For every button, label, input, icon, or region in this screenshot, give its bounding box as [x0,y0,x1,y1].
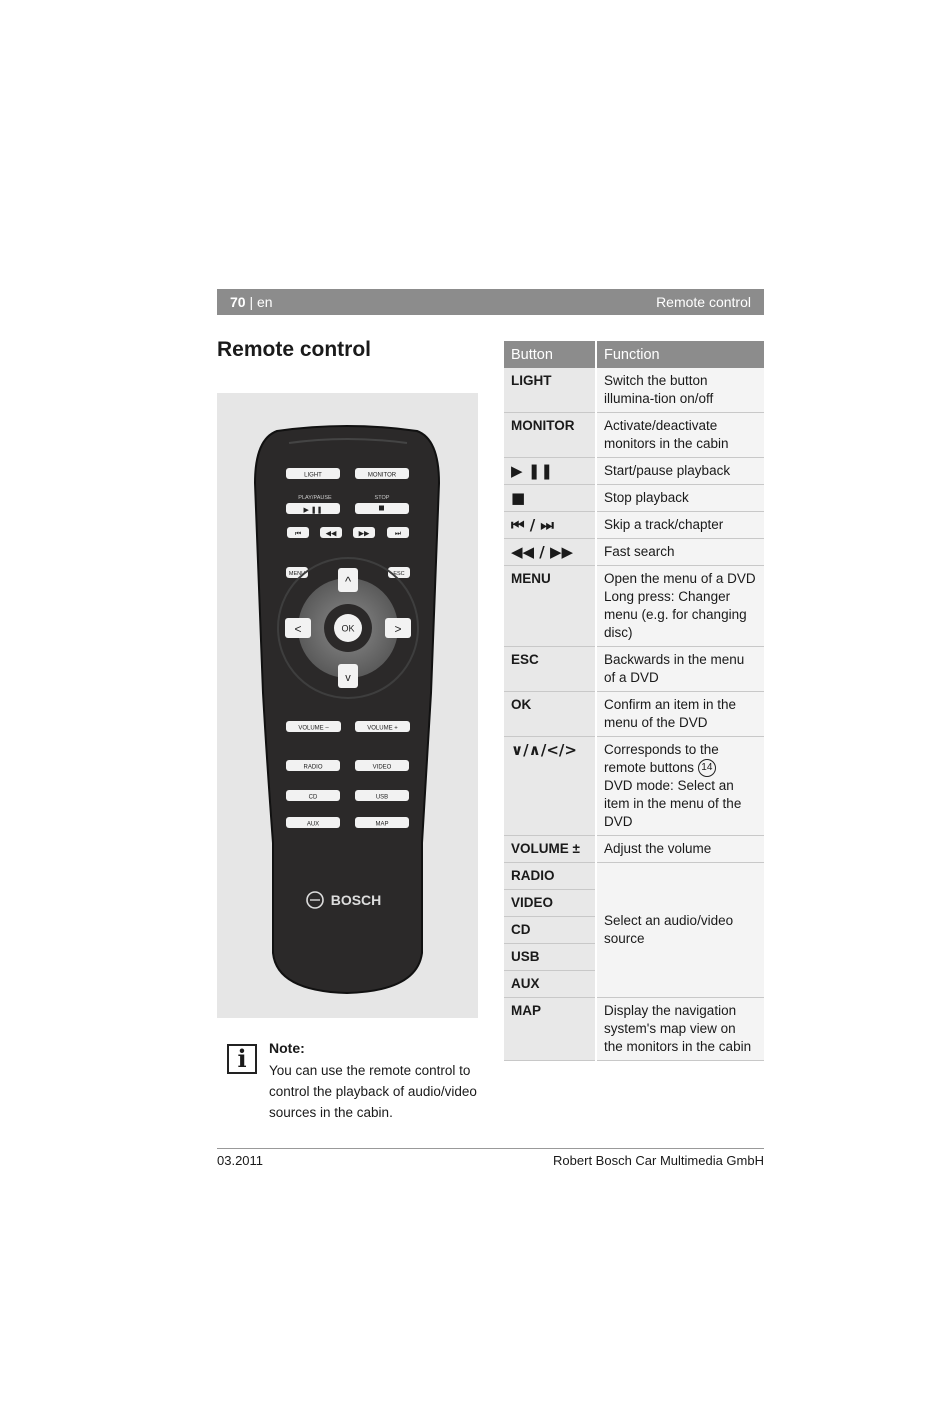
table-row: USB [504,944,764,971]
page-footer [217,1148,764,1168]
volume-minus-key: VOLUME – [298,725,329,732]
button-function-table [504,341,764,1061]
cd-key: CD [308,794,318,801]
svg-text:⏭: ⏭ [394,530,402,538]
page-header [217,289,764,315]
table-row: CD [504,917,764,944]
svg-text:v: v [345,672,351,684]
table-row: ⏮ / ⏭ Skip a track/chapter [504,512,764,539]
svg-text:▶▶: ▶▶ [358,530,370,538]
footer-company: Robert Bosch Car Multimedia GmbH [553,1153,764,1168]
svg-text:>: > [394,622,402,636]
aux-key: AUX [306,821,320,828]
table-row: VOLUME ± Adjust the volume [504,836,764,863]
table-row: LIGHT Switch the button illumina-tion on/off [504,368,764,413]
map-key: MAP [375,821,389,828]
video-key: VIDEO [372,764,392,771]
table-row: ▶ ❚❚ Start/pause playback [504,458,764,485]
svg-text:⏮: ⏮ [294,530,302,538]
monitor-key: MONITOR [367,472,397,479]
ok-key: OK [341,623,355,634]
table-row: VIDEO [504,890,764,917]
table-row: ∨/∧/</> Corresponds to the remote buttons 14 DVD mode: Select an item in the menu of the DVD [504,737,764,836]
table-row: ■ Stop playback [504,485,764,512]
function-text: Corresponds to the remote buttons [604,742,719,775]
table-row: MENU Open the menu of a DVD Long press: Changer menu (e.g. for changing disc) [504,566,764,647]
svg-text:▶ ❚❚: ▶ ❚❚ [303,507,323,514]
svg-text:^: ^ [344,574,352,589]
section-title: Remote control [656,294,751,310]
radio-key: RADIO [303,764,323,771]
volume-plus-key: VOLUME + [367,725,398,732]
note-title: Note: [269,1040,305,1056]
bosch-logo: BOSCH [330,892,382,908]
svg-text:<: < [294,622,302,636]
table-row: ESC Backwards in the menu of a DVD [504,647,764,692]
play-pause-caption: PLAY/PAUSE [298,495,332,501]
reference-number: 14 [698,759,716,777]
column-header-function: Function [596,341,764,368]
info-icon: i [227,1044,257,1074]
svg-text:◀◀: ◀◀ [325,530,337,538]
remote-illustration [217,393,478,1018]
stop-caption: STOP [374,495,390,501]
table-row: MAP Display the navigation system's map view on the monitors in the cabin [504,998,764,1061]
table-row: AUX [504,971,764,998]
note-text: You can use the remote control to control the playback of audio/video sources in the cabin. [269,1063,477,1120]
column-header-button: Button [504,341,596,368]
menu-key: MENU [288,571,306,577]
table-row: RADIO Select an audio/video source [504,863,764,890]
page-number: 70 | en [230,294,273,310]
usb-key: USB [375,794,389,801]
table-row: MONITOR Activate/deactivate monitors in the cabin [504,413,764,458]
shared-function-cell: Select an audio/video source [596,863,764,998]
function-text: DVD mode: Select an item in the menu of the DVD [604,778,742,830]
table-row: OK Confirm an item in the menu of the DVD [504,692,764,737]
footer-date: 03.2011 [217,1153,264,1168]
light-key: LIGHT [304,472,322,479]
page-title: Remote control [217,338,372,361]
table-row: ◀◀ / ▶▶ Fast search [504,539,764,566]
esc-key: ESC [393,571,405,577]
